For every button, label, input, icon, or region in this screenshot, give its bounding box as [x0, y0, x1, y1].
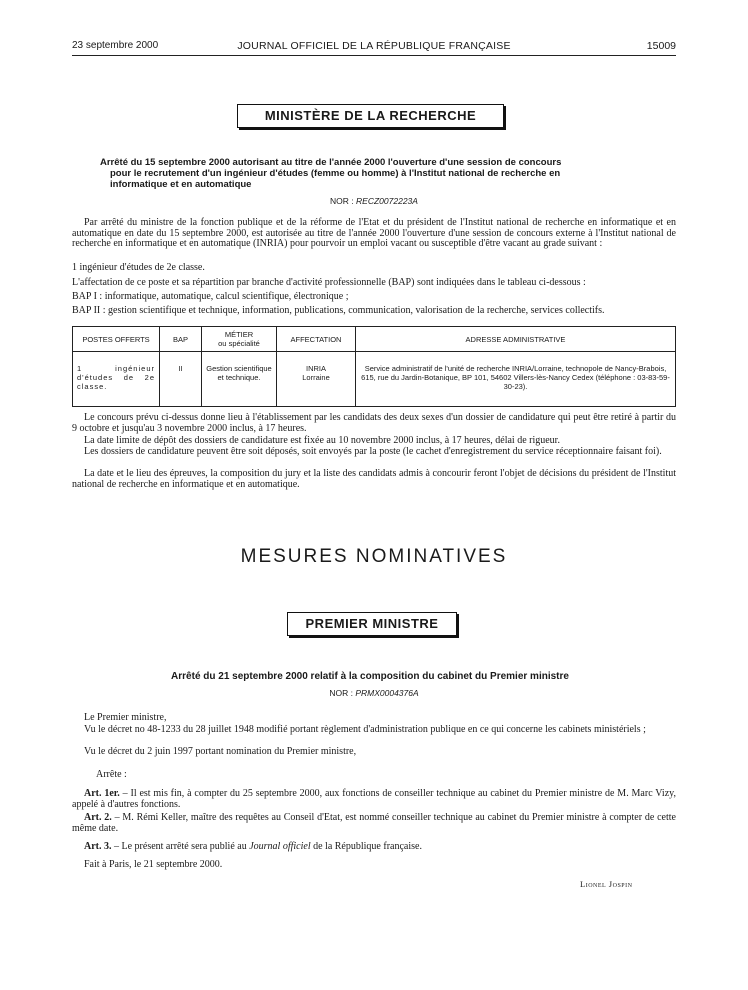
nor-prefix-1: NOR : — [330, 196, 354, 206]
ministry-box-recherche: MINISTÈRE DE LA RECHERCHE — [237, 104, 504, 128]
cell-bap: II — [160, 352, 202, 407]
arrete-title-1 — [100, 157, 648, 190]
article-1-label: Art. 1er. — [84, 788, 120, 799]
paragraph-epreuves: La date et le lieu des épreuves, la composition du jury et la liste des candidats admis à concourir feront l'objet de décisions du président de l'Institut national de recherche en informatique et en automatique. — [72, 468, 676, 490]
mesures-nominatives-title: MESURES NOMINATIVES — [240, 546, 508, 567]
header-journal-title: JOURNAL OFFICIEL DE LA RÉPUBLIQUE FRANÇAISE — [237, 40, 511, 52]
nor-reference-1 — [0, 196, 748, 206]
article-1: Art. 1er. – Il est mis fin, à compter du 25 septembre 2000, aux fonctions de conseiller technique au cabinet du Premier ministre de M. Marc Vizy, appelé à d'autres fonctions. — [72, 788, 676, 810]
paragraph-concours: Le concours prévu ci-dessus donne lieu à l'établissement par les candidats des deux sexes d'un dossier de candidature qui peut être retiré à partir du 9 octobre et jusqu'au 3 novembre 2000 inclus, à 17 heures. — [72, 412, 676, 434]
nor-code-1: RECZ0072223A — [356, 196, 418, 206]
paragraph-vu-decret-1997: Vu le décret du 2 juin 1997 portant nomination du Premier ministre, — [84, 746, 357, 757]
header-page-number: 15009 — [646, 40, 676, 52]
paragraph-poste: 1 ingénieur d'études de 2e classe. — [72, 262, 205, 273]
nor-code-2: PRMX0004376A — [355, 688, 419, 698]
table-header-row — [73, 327, 676, 352]
nor-prefix-2: NOR : — [329, 688, 353, 698]
cell-adresse: Service administratif de l'unité de recherche INRIA/Lorraine, technopole de Nancy-Brabois, 615, rue du Jardin-Botanique, BP 101, 54602 Villers-lès-Nancy Cedex (téléphone : 03-83-59-30-23). — [356, 352, 676, 407]
cell-affectation: INRIA Lorraine — [277, 352, 356, 407]
paragraph-premier-ministre: Le Premier ministre, — [84, 712, 167, 723]
header-rule — [72, 55, 676, 56]
article-2: Art. 2. – M. Rémi Keller, maître des requêtes au Conseil d'Etat, est nommé conseiller technique au cabinet du Premier ministre à compter de cette même date. — [72, 812, 676, 834]
paragraph-date-limite: La date limite de dépôt des dossiers de candidature est fixée au 10 novembre 2000 inclus, à 17 heures, délai de rigueur. — [84, 435, 560, 446]
paragraph-intro: Par arrêté du ministre de la fonction publique et de la réforme de l'Etat et du président de l'Institut national de recherche en informatique et en automatique en date du 15 septembre 2000, est autorisée au titre de l'année 2000 l'ouverture d'une session de concours externe à l'Institut national de recherche en informatique et en automatique (INRIA) pour pourvoir un emploi vacant ou susceptible d'être vacant au grade suivant : — [72, 217, 676, 249]
arrete-label: Arrête : — [96, 769, 127, 780]
th-affectation: AFFECTATION — [277, 327, 356, 352]
arrete-title-1-line3: informatique et en automatique — [110, 179, 252, 190]
paragraph-vu-decret-1948: Vu le décret no 48-1233 du 28 juillet 1948 modifié portant règlement d'administration publique en ce qui concerne les cabinets ministériels ; — [84, 724, 646, 735]
article-3: Art. 3. – Le présent arrêté sera publié au Journal officiel de la République française. — [84, 841, 422, 852]
ministry-box-premier-ministre: PREMIER MINISTRE — [287, 612, 457, 636]
paragraph-affectation: L'affectation de ce poste et sa répartition par branche d'activité professionnelle (BAP) sont indiquées dans le tableau ci-dessous : — [72, 277, 586, 288]
article-2-label: Art. 2. — [84, 812, 112, 823]
header-date: 23 septembre 2000 — [72, 40, 159, 51]
page-header — [72, 40, 676, 56]
arrete-title-2: Arrêté du 21 septembre 2000 relatif à la composition du cabinet du Premier ministre — [171, 671, 569, 682]
th-bap: BAP — [160, 327, 202, 352]
postes-table — [72, 326, 676, 407]
paragraph-bap1: BAP I : informatique, automatique, calcul scientifique, électronique ; — [72, 291, 349, 302]
arrete-title-1-line1: Arrêté du 15 septembre 2000 autorisant au titre de l'année 2000 l'ouverture d'une session de concours — [100, 157, 562, 168]
cell-metier: Gestion scientifique et technique. — [202, 352, 277, 407]
th-postes: POSTES OFFERTS — [73, 327, 160, 352]
cell-postes: 1 ingénieur d'études de 2e classe. — [73, 352, 160, 407]
paragraph-bap2: BAP II : gestion scientifique et technique, information, publications, communication, valorisation de la recherche, services collectifs. — [72, 305, 605, 316]
th-metier: MÉTIER ou spécialité — [202, 327, 277, 352]
fait-a-paris: Fait à Paris, le 21 septembre 2000. — [84, 859, 223, 870]
table-row — [73, 352, 676, 407]
paragraph-depot: Les dossiers de candidature peuvent être soit déposés, soit envoyés par la poste (le cachet d'enregistrement du service réceptionnaire faisant foi). — [84, 446, 662, 457]
signature: Lionel Jospin — [580, 879, 633, 889]
article-3-label: Art. 3. — [84, 841, 112, 852]
arrete-title-1-line2: pour le recrutement d'un ingénieur d'études (femme ou homme) à l'Institut national de recherche en — [110, 168, 561, 179]
th-adresse: ADRESSE ADMINISTRATIVE — [356, 327, 676, 352]
nor-reference-2 — [0, 688, 748, 698]
